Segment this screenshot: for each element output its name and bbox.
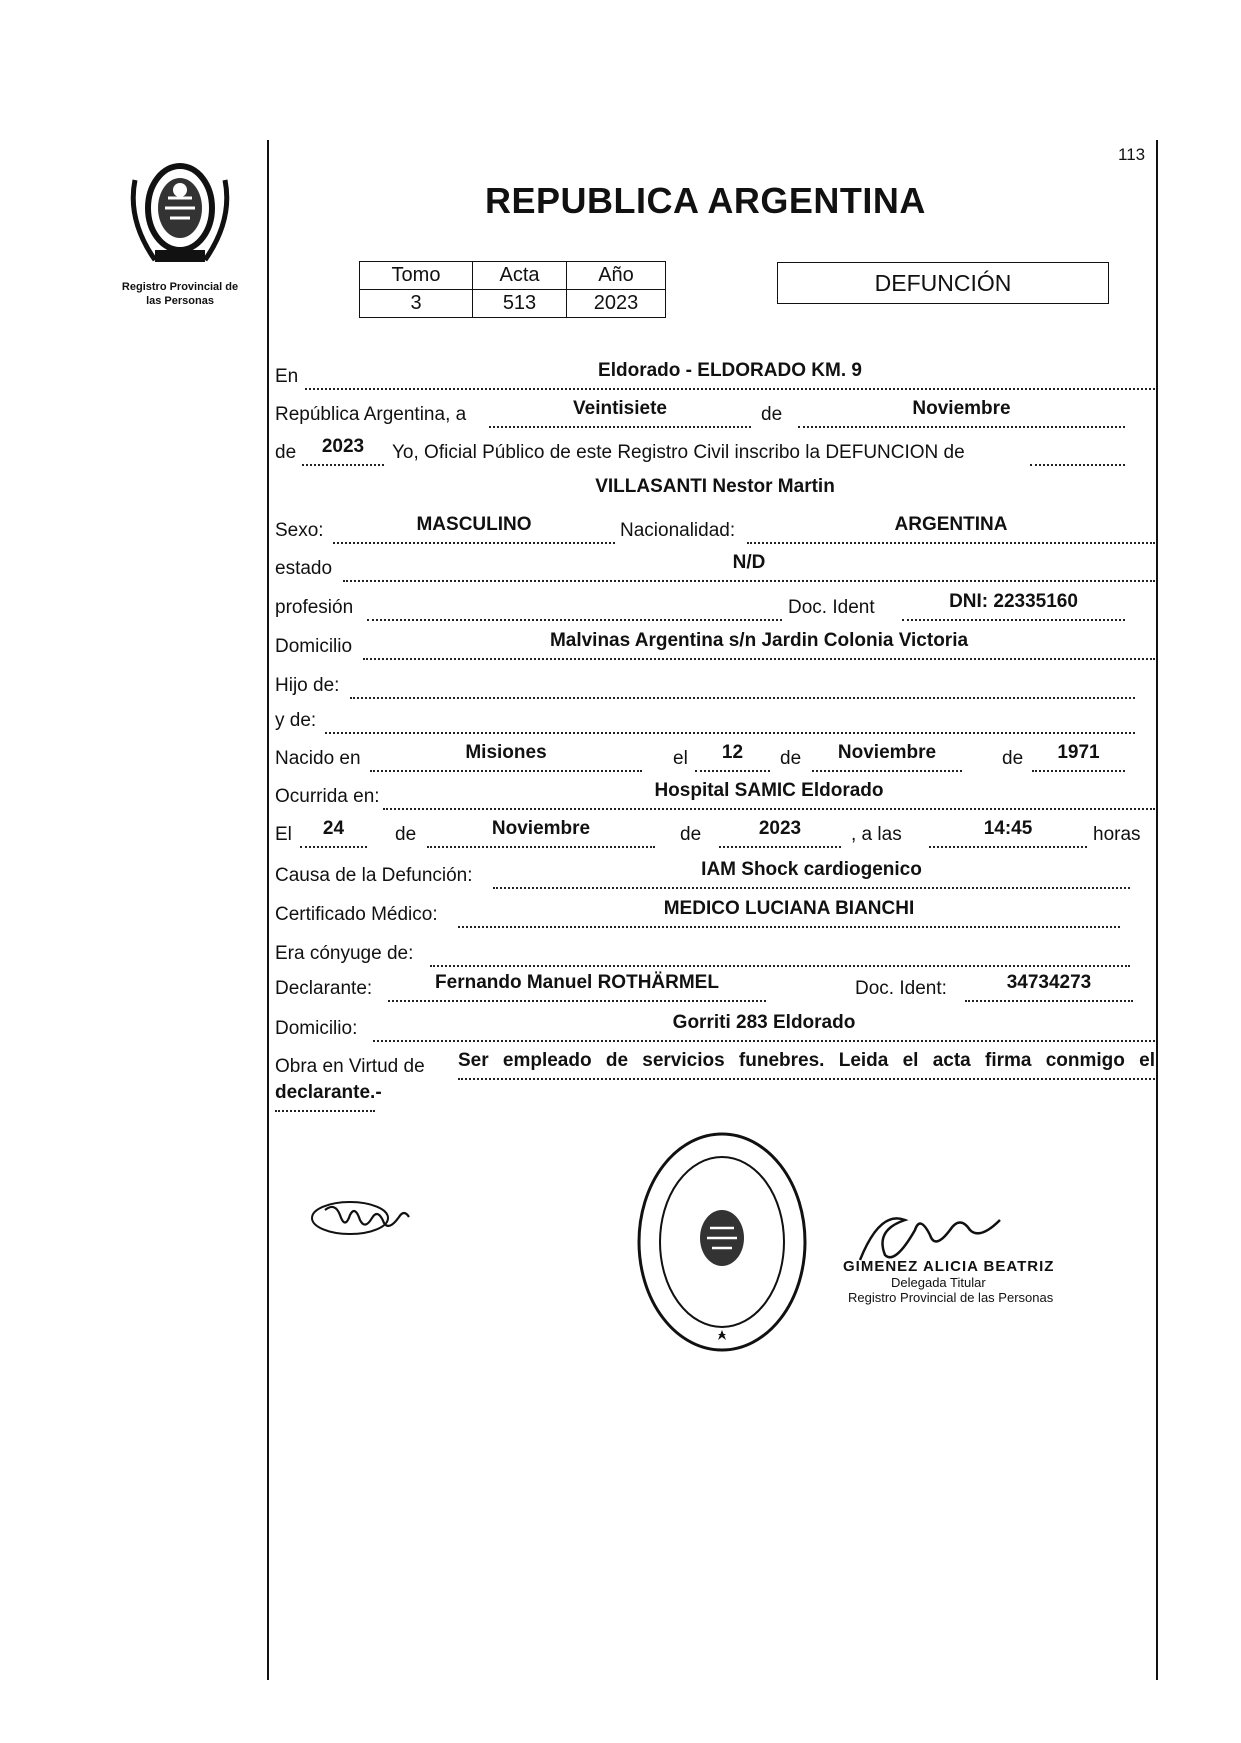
- official-stamp: [635, 1130, 810, 1360]
- acta-value: 513: [473, 290, 567, 318]
- de-label: de: [761, 404, 783, 425]
- row-republica: [275, 396, 1125, 430]
- record-table: [359, 261, 666, 318]
- domicilio-field: Malvinas Argentina s/n Jardin Colonia Victoria: [363, 626, 1155, 660]
- def-anio-field: 2023: [719, 814, 841, 848]
- obra-field: Ser empleado de servicios funebres. Leida el acta firma conmigo el: [458, 1046, 1155, 1080]
- yde-label: y de:: [275, 710, 317, 731]
- row-causa: [275, 857, 1130, 891]
- dia-field: Veintisiete: [489, 394, 751, 428]
- inscribo-fill: [1030, 432, 1125, 466]
- de-label: de: [395, 824, 417, 845]
- declarante-field: Fernando Manuel ROTHÄRMEL: [388, 968, 766, 1002]
- row-inscribo: [275, 434, 1125, 468]
- obra-field-cont: declarante.-: [275, 1078, 375, 1112]
- official-office: Registro Provincial de las Personas: [848, 1290, 1054, 1305]
- row-hijo: [275, 667, 1135, 701]
- nacido-label: Nacido en: [275, 748, 361, 769]
- nacido-field: Misiones: [370, 738, 642, 772]
- tomo-value: 3: [360, 290, 473, 318]
- row-declarante: [275, 970, 1133, 1004]
- acta-header: Acta: [473, 262, 567, 290]
- mes-field: Noviembre: [798, 394, 1125, 428]
- profesion-field: [367, 587, 782, 621]
- row-yde: [275, 702, 1135, 736]
- hora-field: 14:45: [929, 814, 1087, 848]
- doc-field: DNI: 22335160: [902, 587, 1125, 621]
- row-obra: [275, 1048, 1155, 1082]
- row-domicilio: [275, 628, 1155, 662]
- provincial-seal: [125, 150, 235, 270]
- yde-field: [325, 700, 1135, 734]
- def-mes-field: Noviembre: [427, 814, 655, 848]
- anio-field: 2023: [302, 432, 384, 466]
- row-en: [275, 358, 1155, 392]
- sexo-field: MASCULINO: [333, 510, 615, 544]
- hijo-label: Hijo de:: [275, 675, 340, 696]
- official-role: Delegada Titular: [891, 1275, 986, 1290]
- right-margin-line: [1156, 140, 1158, 1680]
- ocurrida-label: Ocurrida en:: [275, 786, 380, 807]
- nombre-field: VILLASANTI Nestor Martin: [595, 476, 835, 497]
- row-nombre: [275, 472, 1155, 506]
- de-label: de: [1002, 748, 1024, 769]
- row-certificado: [275, 896, 1120, 930]
- ocurrida-field: Hospital SAMIC Eldorado: [383, 776, 1155, 810]
- en-field: Eldorado - ELDORADO KM. 9: [305, 356, 1155, 390]
- domicilio-label: Domicilio: [275, 636, 353, 657]
- estado-label: estado: [275, 558, 333, 579]
- certificado-field: MEDICO LUCIANA BIANCHI: [458, 894, 1120, 928]
- def-dia-field: 24: [300, 814, 367, 848]
- page-title: REPUBLICA ARGENTINA: [485, 180, 926, 221]
- nac-mes-field: Noviembre: [812, 738, 962, 772]
- el-label: el: [673, 748, 688, 769]
- domicilio-declarante-field: Gorriti 283 Eldorado: [373, 1008, 1155, 1042]
- estado-field: N/D: [343, 548, 1155, 582]
- row-obra-cont: [275, 1080, 382, 1114]
- conyuge-label: Era cónyuge de:: [275, 943, 414, 964]
- causa-label: Causa de la Defunción:: [275, 865, 473, 886]
- official-name: GIMENEZ ALICIA BEATRIZ: [843, 1258, 1055, 1275]
- row-domicilio-declarante: [275, 1010, 1155, 1044]
- conyuge-field: [430, 933, 1130, 967]
- doc-label: Doc. Ident:: [855, 978, 947, 999]
- record-type-box: DEFUNCIÓN: [777, 262, 1109, 304]
- alas-label: , a las: [851, 824, 902, 845]
- declarante-doc-field: 34734273: [965, 968, 1133, 1002]
- obra-label: Obra en Virtud de: [275, 1056, 425, 1077]
- anio-header: Año: [567, 262, 666, 290]
- domicilio-label: Domicilio:: [275, 1018, 358, 1039]
- inscribo-text: Yo, Oficial Público de este Registro Civil inscribo la DEFUNCION de: [392, 442, 965, 463]
- el-label: El: [275, 824, 292, 845]
- republica-label: República Argentina, a: [275, 404, 467, 425]
- left-margin-line: [267, 140, 269, 1680]
- nac-dia-field: 12: [695, 738, 770, 772]
- de-label: de: [680, 824, 702, 845]
- nacionalidad-label: Nacionalidad:: [620, 520, 736, 541]
- row-ocurrida: [275, 778, 1155, 812]
- sexo-label: Sexo:: [275, 520, 324, 541]
- nac-anio-field: 1971: [1032, 738, 1125, 772]
- row-nacido: [275, 740, 1125, 774]
- official-info: [843, 1258, 1054, 1305]
- de-label: de: [275, 442, 297, 463]
- doc-label: Doc. Ident: [788, 597, 875, 618]
- anio-value: 2023: [567, 290, 666, 318]
- registry-name: Registro Provincial de las Personas: [121, 281, 239, 307]
- row-estado: [275, 550, 1155, 584]
- row-sexo: [275, 512, 1155, 546]
- causa-field: IAM Shock cardiogenico: [493, 855, 1130, 889]
- row-fecha-defuncion: [275, 816, 1155, 850]
- tomo-header: Tomo: [360, 262, 473, 290]
- hijo-field: [350, 665, 1135, 699]
- profesion-label: profesión: [275, 597, 354, 618]
- row-conyuge: [275, 935, 1130, 969]
- en-label: En: [275, 366, 299, 387]
- row-profesion: [275, 589, 1125, 623]
- nacionalidad-field: ARGENTINA: [747, 510, 1155, 544]
- page-number: 113: [1118, 145, 1146, 164]
- declarante-label: Declarante:: [275, 978, 373, 999]
- declarant-signature: [305, 1190, 435, 1245]
- de-label: de: [780, 748, 802, 769]
- certificado-label: Certificado Médico:: [275, 904, 438, 925]
- horas-label: horas: [1093, 824, 1141, 845]
